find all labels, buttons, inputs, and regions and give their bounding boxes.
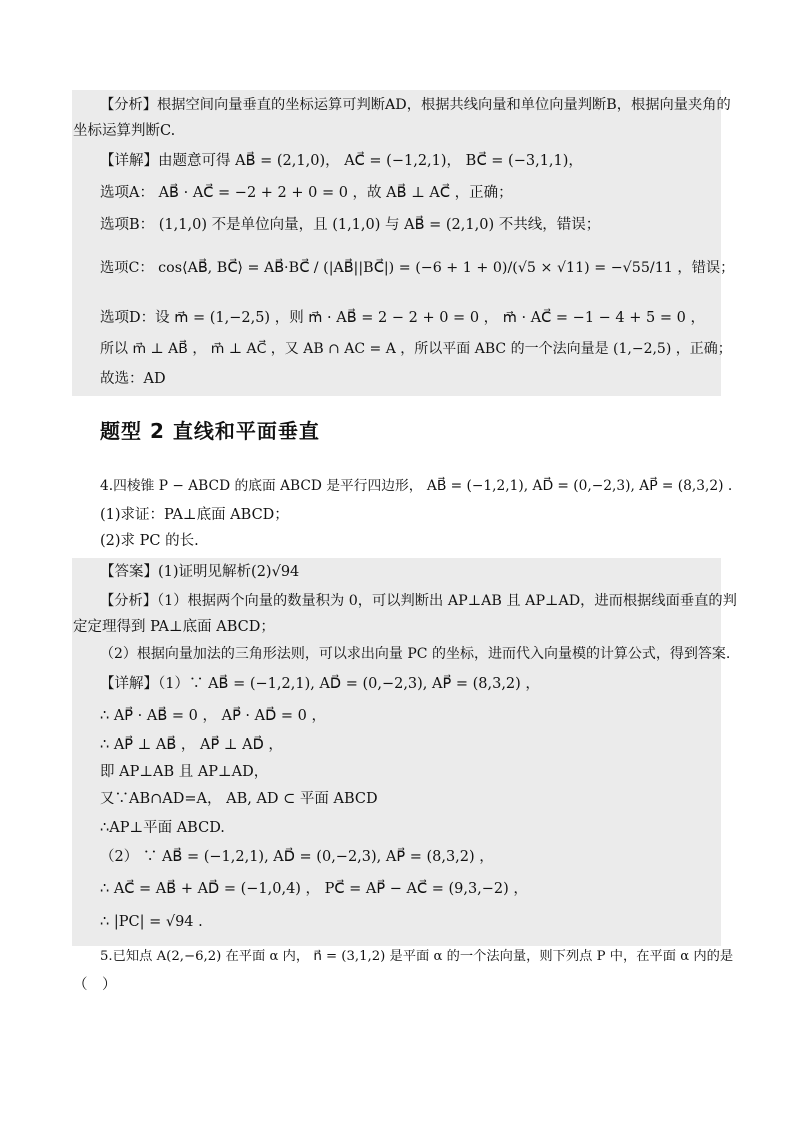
option-d-line: 选项D：设 m⃗ = (1,−2,5) ，则 m⃗ · AB⃗ = 2 − 2 + 0 = 0 ， m⃗ · AC⃗ = −1 − 4 + 5 = 0 ， bbox=[100, 310, 705, 326]
question-5-stem: 5.已知点 A(2,−6,2) 在平面 α 内， n⃗ = (3,1,2) 是平面 α 的一个法向量，则下列点 P 中，在平面 α 内的是 bbox=[100, 949, 734, 964]
answer-line: 【答案】(1)证明见解析(2)√94 bbox=[100, 564, 300, 580]
question-5-paren: （ ） bbox=[73, 977, 117, 993]
conclusion-line: 所以 m⃗ ⊥ AB⃗ ， m⃗ ⊥ AC⃗ ，又 AB ∩ AC = A ，所以平面 ABC 的一个法向量是 (1,−2,5) ，正确； bbox=[100, 341, 732, 357]
detail-4-line-2: ∴ AP⃗ · AB⃗ = 0 ， AP⃗ · AD⃗ = 0 ， bbox=[100, 708, 326, 724]
analysis-4-line-3: （2）根据向量加法的三角形法则，可以求出向量 PC 的坐标，进而代入向量模的计算公式，得到答案. bbox=[100, 646, 731, 662]
analysis-4-line-1: 【分析】（1）根据两个向量的数量积为 0，可以判断出 AP⊥AB 且 AP⊥AD，进而根据线面垂直的判 bbox=[100, 593, 737, 609]
section-title: 题型 2 直线和平面垂直 bbox=[100, 419, 320, 443]
detail-4-line-7: （2） ∵ AB⃗ = (−1,2,1), AD⃗ = (0,−2,3), AP⃗ = (8,3,2) ， bbox=[100, 849, 494, 865]
analysis-line-2: 坐标运算判断C. bbox=[73, 123, 176, 139]
detail-4-line-1: 【详解】（1）∵ AB⃗ = (−1,2,1), AD⃗ = (0,−2,3), AP⃗ = (8,3,2) ， bbox=[100, 676, 540, 692]
option-c-line: 选项C： cos⟨AB⃗, BC⃗⟩ = AB⃗·BC⃗ / (|AB⃗||BC⃗|) = (−6 + 1 + 0)/(√5 × √11) = −√55/11 ，错误； bbox=[100, 260, 735, 276]
analysis-line-1: 【分析】根据空间向量垂直的坐标运算可判断AD，根据共线向量和单位向量判断B，根据向量夹角的 bbox=[100, 97, 731, 113]
answer-choice-line: 故选：AD bbox=[100, 371, 166, 387]
option-a-line: 选项A： AB⃗ · AC⃗ = −2 + 2 + 0 = 0 ，故 AB⃗ ⊥ AC⃗ ，正确； bbox=[100, 185, 513, 201]
detail-4-line-4: 即 AP⊥AB 且 AP⊥AD， bbox=[100, 764, 269, 780]
detail-4-line-6: ∴AP⊥平面 ABCD. bbox=[100, 820, 225, 836]
question-4-stem: 4.四棱锥 P − ABCD 的底面 ABCD 是平行四边形， AB⃗ = (−1,2,1), AD⃗ = (0,−2,3), AP⃗ = (8,3,2) . bbox=[100, 478, 733, 494]
question-4-part-2: (2)求 PC 的长. bbox=[100, 533, 199, 549]
analysis-4-line-2: 定定理得到 PA⊥底面 ABCD； bbox=[73, 619, 275, 635]
detail-4-line-3: ∴ AP⃗ ⊥ AB⃗ ， AP⃗ ⊥ AD⃗ ， bbox=[100, 737, 283, 753]
detail-4-line-8: ∴ AC⃗ = AB⃗ + AD⃗ = (−1,0,4) ， PC⃗ = AP⃗ − AC⃗ = (9,3,−2) ， bbox=[100, 881, 528, 897]
detail-line-1: 【详解】由题意可得 AB⃗ = (2,1,0)， AC⃗ = (−1,2,1)， BC⃗ = (−3,1,1)， bbox=[100, 153, 583, 169]
detail-4-line-9: ∴ |PC| = √94 . bbox=[100, 914, 203, 930]
detail-4-line-5: 又∵AB∩AD=A， AB, AD ⊂ 平面 ABCD bbox=[100, 791, 378, 807]
question-4-part-1: (1)求证：PA⊥底面 ABCD； bbox=[100, 507, 289, 523]
option-b-line: 选项B： (1,1,0) 不是单位向量，且 (1,1,0) 与 AB⃗ = (2,1,0) 不共线，错误； bbox=[100, 217, 601, 233]
